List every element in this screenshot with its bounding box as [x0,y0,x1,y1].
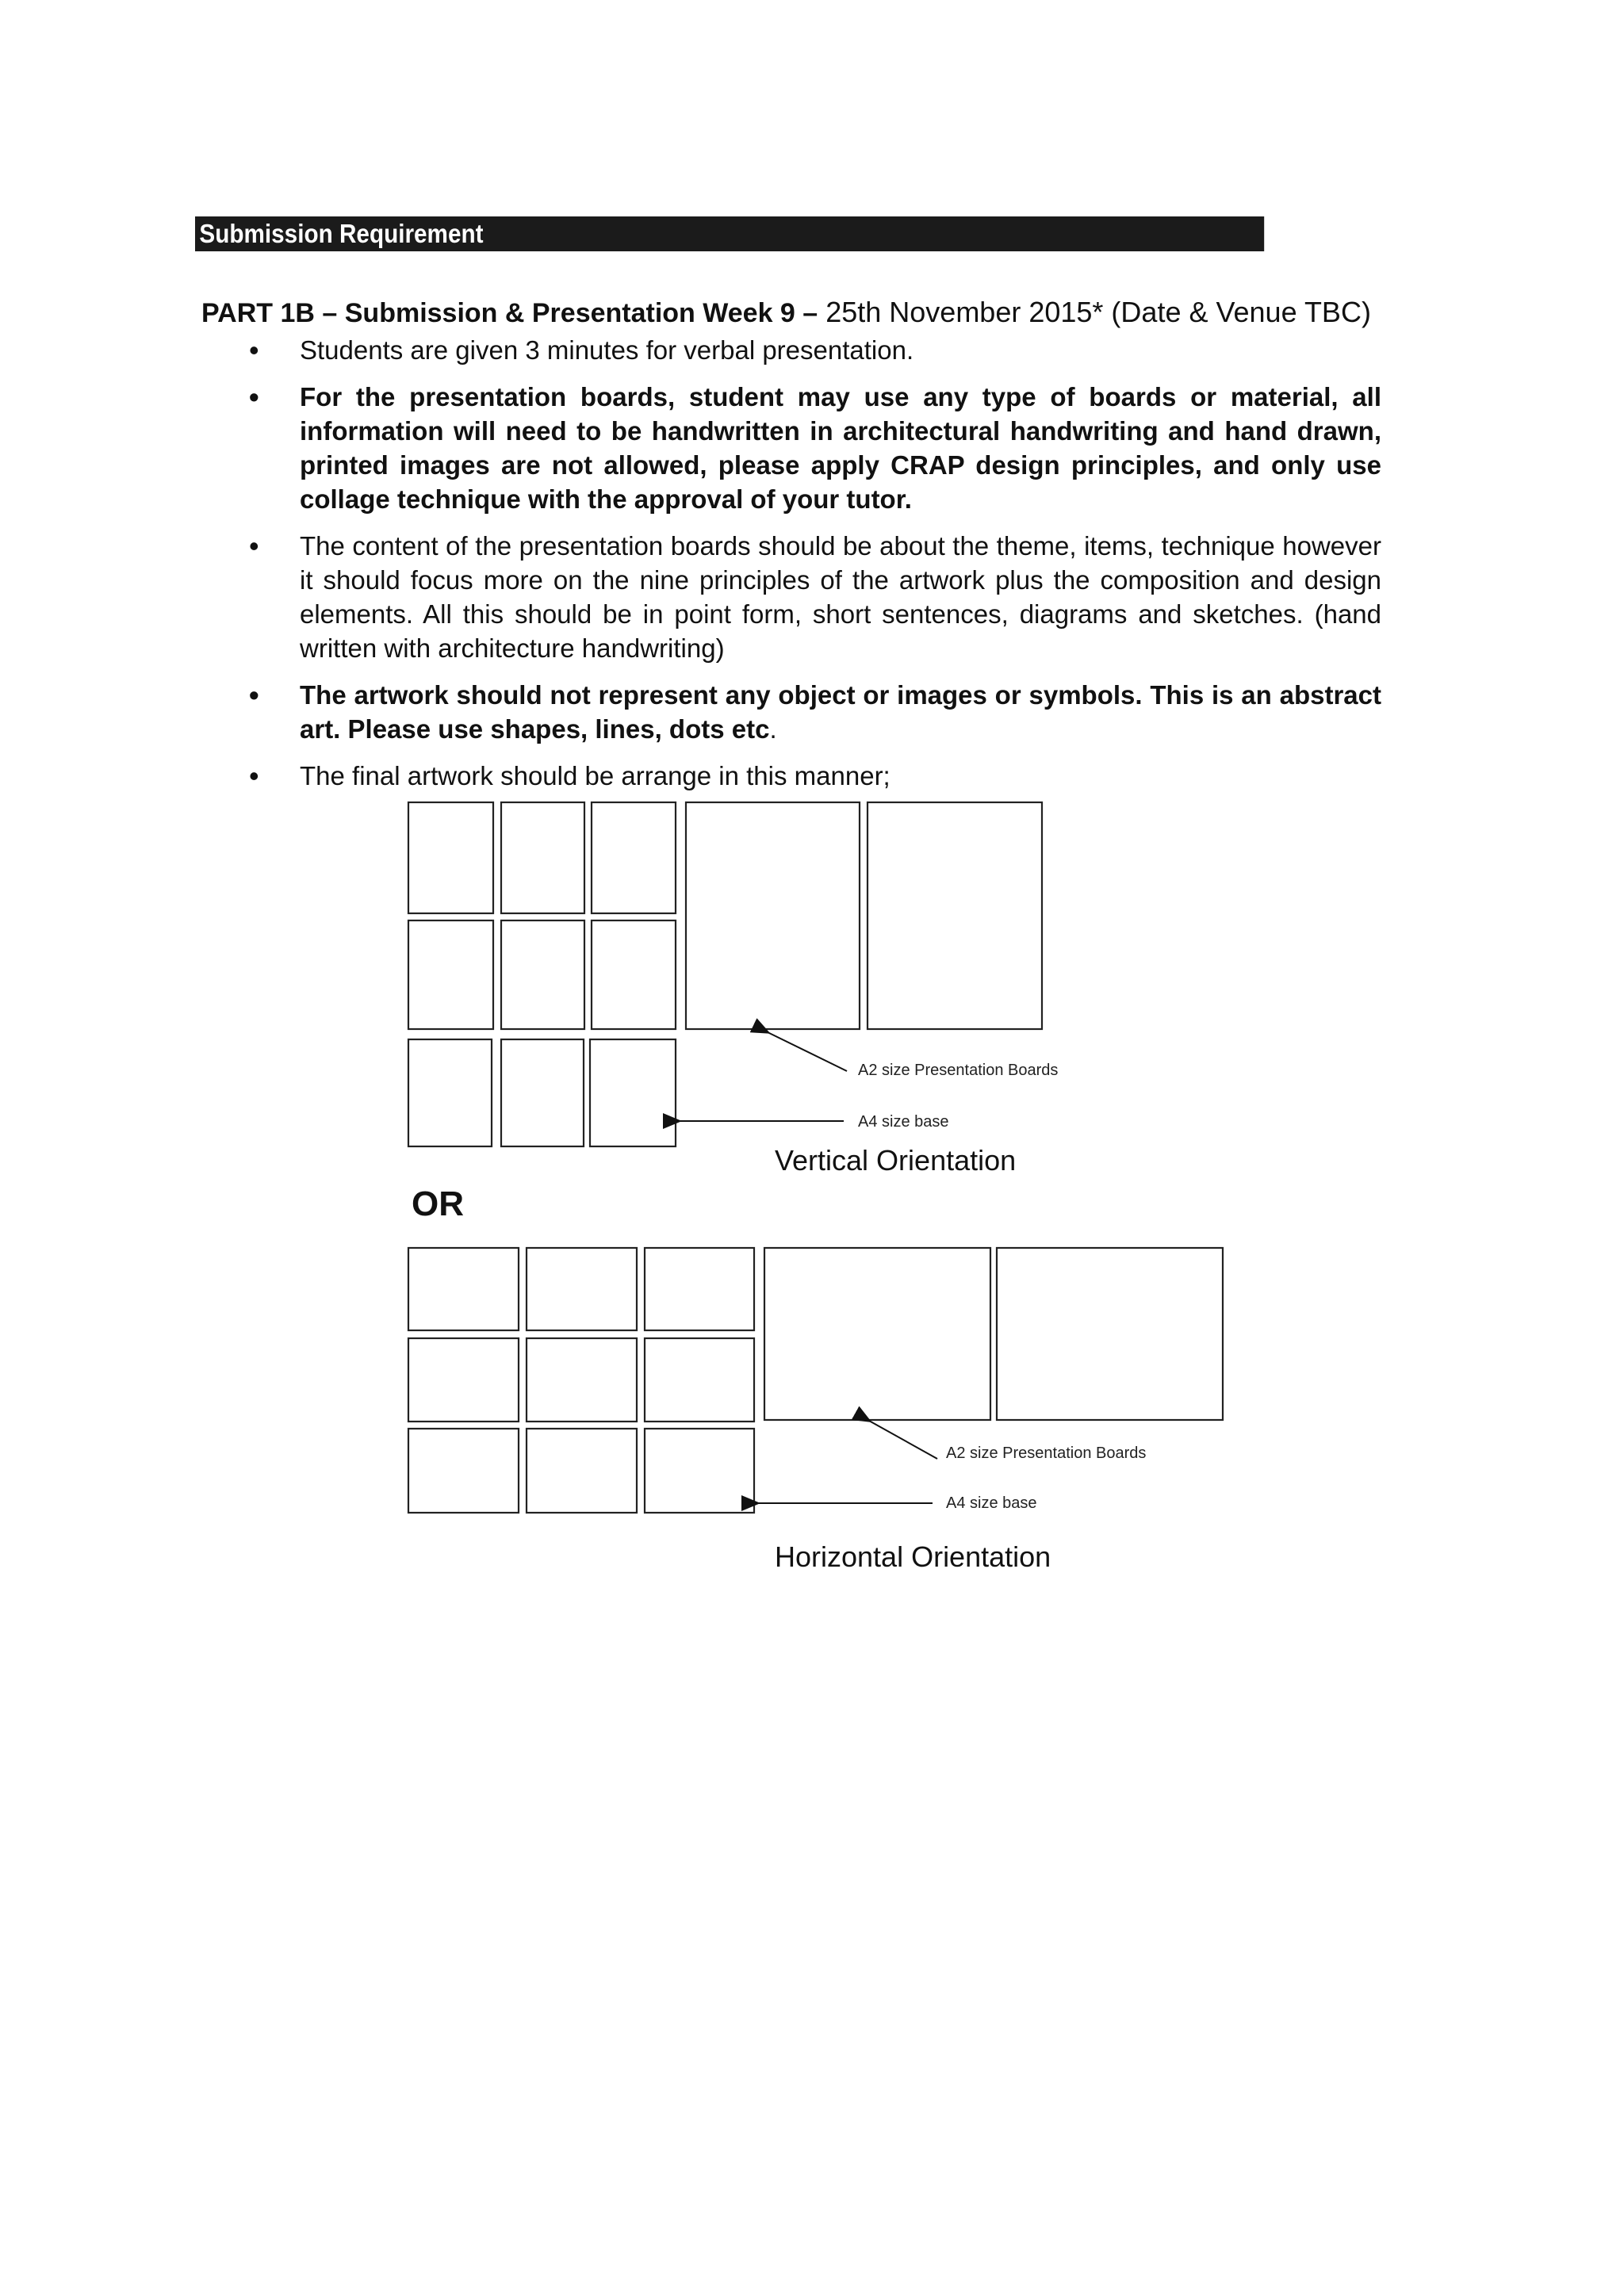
a4-board [527,1429,637,1513]
a4-board [408,1429,519,1513]
part-title: PART 1B – Submission & Presentation Week 9 – [201,298,818,328]
horizontal-a2-label: A2 size Presentation Boards [946,1445,1147,1462]
a2-pointer-arrow [869,1421,937,1459]
a4-board [527,1248,637,1330]
bullet-item: • The final artwork should be arrange in this manner; [201,759,1381,793]
a4-board [645,1338,754,1422]
vertical-caption: Vertical Orientation [775,1144,1017,1177]
bullet-item: • The content of the presentation boards should be about the theme, items, technique however it should focus more on the nine principles of the artwork plus the composition and design elements. All this should be in point form, short sentences, diagrams and sketches. (hand written with architecture handwriting) [201,529,1381,665]
bullet-item: • The artwork should not represent any object or images or symbols. This is an abstract art. Please use shapes, lines, dots etc. [201,678,1381,746]
a2-board [764,1248,990,1420]
a4-board [645,1429,754,1513]
part-date: 25th November 2015* (Date & Venue TBC) [825,296,1371,328]
bullet-item: • Students are given 3 minutes for verbal presentation. [201,333,1381,367]
a4-board [408,1248,519,1330]
horizontal-a4-label: A4 size base [946,1494,1037,1512]
a4-board [527,1338,637,1422]
a4-board [645,1248,754,1330]
a4-board [408,1338,519,1422]
vertical-a2-label: A2 size Presentation Boards [858,1062,1059,1079]
section-title: Submission Requirement [199,219,484,248]
or-label: OR [412,1184,464,1223]
horizontal-caption: Horizontal Orientation [775,1540,1051,1573]
a2-board [997,1248,1223,1420]
bullet-item: • For the presentation boards, student may use any type of boards or material, all information will need to be handwritten in architectural handwriting and hand drawn, printed images are not allowed, please apply CRAP design principles, and only use collage technique with the approval of your tutor. [201,380,1381,516]
vertical-a4-label: A4 size base [858,1113,949,1131]
